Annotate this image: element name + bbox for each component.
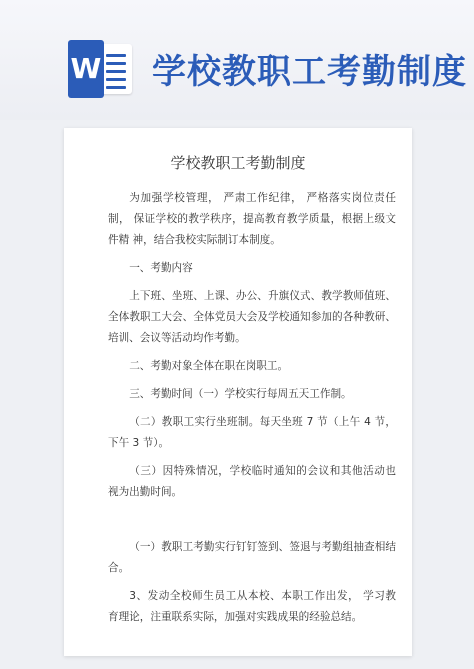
header-banner (0, 0, 474, 120)
paragraph-mobilize: 3、发动全校师生员工从本校、本职工作出发， 学习教 育理论，注重联系实际，加强对实践成果的经验总结。 (108, 590, 396, 623)
section-heading-attendance-content: 一、考勤内容 (129, 262, 193, 274)
document-title: 学校教职工考勤制度 (170, 154, 306, 172)
word-logo-letter: W (68, 40, 104, 98)
document-page (64, 128, 412, 656)
word-document-icon (68, 40, 132, 98)
paragraph-office-hours: （二）教职工实行坐班制。每天坐班 7 节（上午 4 节， 下午 3 节）。 (108, 416, 396, 449)
paragraph-attendance-content: 上下班、坐班、上课、办公、升旗仪式、教学教师值班、 全体教职工大会、全体党员大会及学校通知参加的各种教研、 培训、会议等活动均作考勤。 (108, 290, 396, 344)
section-heading-attendance-time: 三、考勤时间（一）学校实行每周五天工作制。 (129, 388, 352, 400)
banner-title: 学校教职工考勤制度 (152, 52, 467, 92)
document-body (108, 188, 396, 635)
paragraph-special-cases: （三）因特殊情况，学校临时通知的会议和其他活动也 视为出勤时间。 (108, 465, 396, 498)
paragraph-intro: 为加强学校管理， 严肃工作纪律， 严格落实岗位责任制， 保证学校的教学秩序，提高教育教学质量，根据上级文件精 神，结合我校实际制订本制度。 (108, 192, 396, 246)
section-heading-attendance-target: 二、考勤对象全体在职在岗职工。 (129, 360, 289, 372)
paragraph-check-in: （一）教职工考勤实行钉钉签到、签退与考勤组抽查相结合。 (108, 541, 396, 574)
